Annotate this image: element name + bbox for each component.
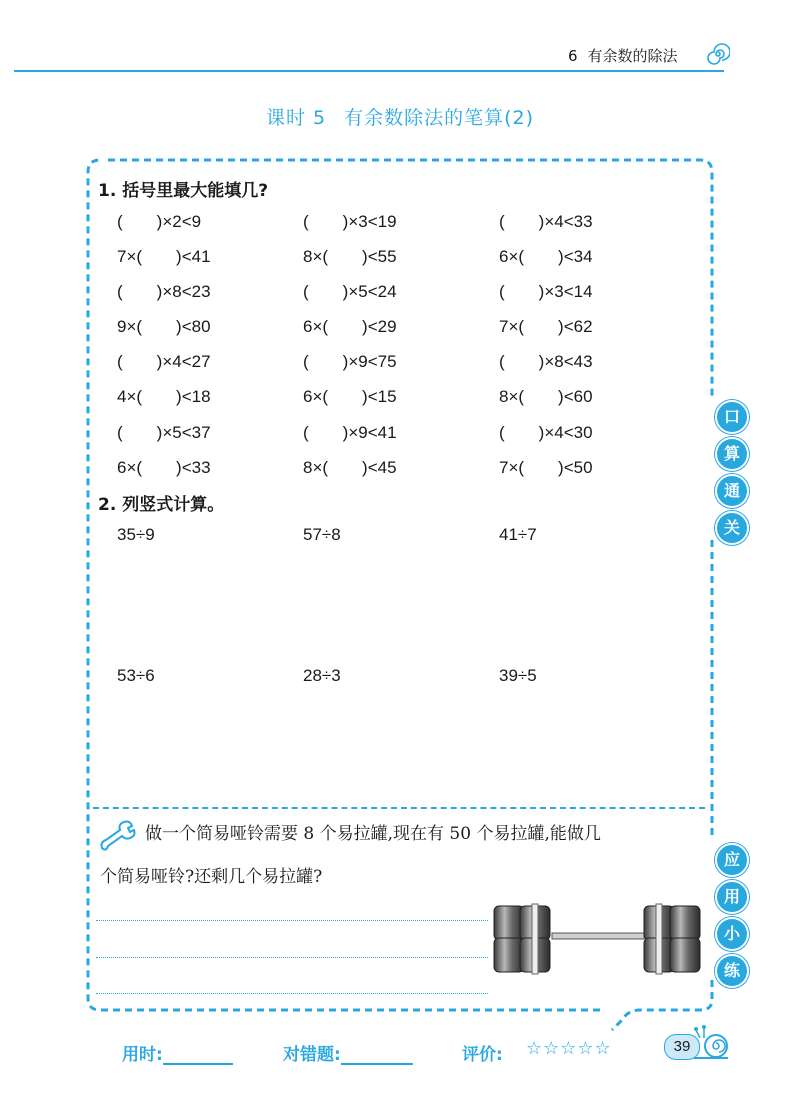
division-problem: 41÷7 [499, 525, 537, 544]
section2-heading: 2. 列竖式计算。 [98, 495, 225, 515]
time-used-label: 用时: [122, 1045, 163, 1065]
application-text-line2: 个简易哑铃?还剩几个易拉罐? [100, 867, 323, 887]
section-divider [93, 807, 705, 809]
rating-stars[interactable]: ☆☆☆☆☆ [526, 1038, 612, 1059]
application-text-line1: 做一个简易哑铃需要 8 个易拉罐,现在有 50 个易拉罐,能做几 [145, 824, 601, 844]
errors-field [283, 1040, 413, 1065]
errors-label: 对错题: [283, 1045, 341, 1065]
equation-cell[interactable]: 6×( )<29 [303, 317, 397, 336]
side-tab-char: 算 [715, 437, 749, 471]
equation-cell[interactable]: ( )×5<37 [117, 423, 211, 442]
equation-cell[interactable]: 8×( )<55 [303, 247, 397, 266]
equation-cell[interactable]: ( )×9<41 [303, 423, 397, 442]
equation-cell[interactable]: 6×( )<34 [499, 247, 593, 266]
equation-row [0, 312, 800, 340]
lesson-title [0, 103, 800, 130]
spiral-icon [706, 42, 730, 66]
equation-cell[interactable]: 7×( )<41 [117, 247, 211, 266]
equation-row [0, 418, 800, 446]
equation-row [0, 277, 800, 305]
division-problem: 53÷6 [117, 666, 155, 685]
lesson-label: 课时 5 [265, 107, 327, 129]
equation-cell[interactable]: ( )×8<43 [499, 352, 593, 371]
time-used-field [122, 1040, 233, 1065]
page-number: 39 [664, 1034, 700, 1060]
equation-cell[interactable]: 8×( )<45 [303, 458, 397, 477]
equation-cell[interactable]: ( )×9<75 [303, 352, 397, 371]
side-tab-char: 应 [715, 843, 749, 877]
equation-row [0, 382, 800, 410]
side-tab-char: 小 [715, 917, 749, 951]
equation-cell[interactable]: ( )×3<19 [303, 212, 397, 231]
equation-row [0, 347, 800, 375]
division-problem: 28÷3 [303, 666, 341, 685]
lesson-name: 有余数除法的笔算(2) [344, 107, 535, 129]
side-tab-oral [715, 400, 749, 548]
side-tab-char: 口 [715, 400, 749, 434]
chapter-title: 有余数的除法 [587, 47, 678, 65]
side-tab-char: 用 [715, 880, 749, 914]
side-tab-char: 通 [715, 474, 749, 508]
equation-cell[interactable]: 9×( )<80 [117, 317, 211, 336]
equation-cell[interactable]: 6×( )<33 [117, 458, 211, 477]
errors-blank[interactable] [341, 1045, 413, 1065]
equation-cell[interactable]: 7×( )<62 [499, 317, 593, 336]
equation-cell[interactable]: ( )×8<23 [117, 282, 211, 301]
equation-cell[interactable]: 4×( )<18 [117, 387, 211, 406]
dumbbell-illustration [490, 900, 705, 980]
answer-line[interactable] [96, 993, 488, 994]
answer-line[interactable] [96, 957, 488, 958]
equation-cell[interactable]: ( )×4<30 [499, 423, 593, 442]
equation-cell[interactable]: 8×( )<60 [499, 387, 593, 406]
side-tab-applied [715, 843, 749, 991]
equation-cell[interactable]: 7×( )<50 [499, 458, 593, 477]
equation-row [0, 453, 800, 481]
division-problem: 35÷9 [117, 525, 155, 544]
equation-row [0, 207, 800, 235]
equation-cell[interactable]: ( )×3<14 [499, 282, 593, 301]
section1-heading: 1. 括号里最大能填几? [98, 181, 269, 201]
division-problem: 57÷8 [303, 525, 341, 544]
equation-cell[interactable]: ( )×5<24 [303, 282, 397, 301]
time-used-blank[interactable] [163, 1045, 233, 1065]
rating-field [462, 1040, 503, 1065]
equation-cell[interactable]: ( )×4<33 [499, 212, 593, 231]
chapter-header [568, 45, 678, 66]
side-tab-char: 关 [715, 511, 749, 545]
rating-label: 评价: [462, 1045, 503, 1065]
header-rule [14, 70, 724, 72]
answer-line[interactable] [96, 920, 488, 921]
equation-row [0, 242, 800, 270]
division-problem: 39÷5 [499, 666, 537, 685]
chapter-number: 6 [568, 47, 578, 65]
equation-cell[interactable]: ( )×2<9 [117, 212, 202, 231]
tool-icon [98, 818, 138, 854]
side-tab-char: 练 [715, 954, 749, 988]
equation-cell[interactable]: 6×( )<15 [303, 387, 397, 406]
equation-cell[interactable]: ( )×4<27 [117, 352, 211, 371]
